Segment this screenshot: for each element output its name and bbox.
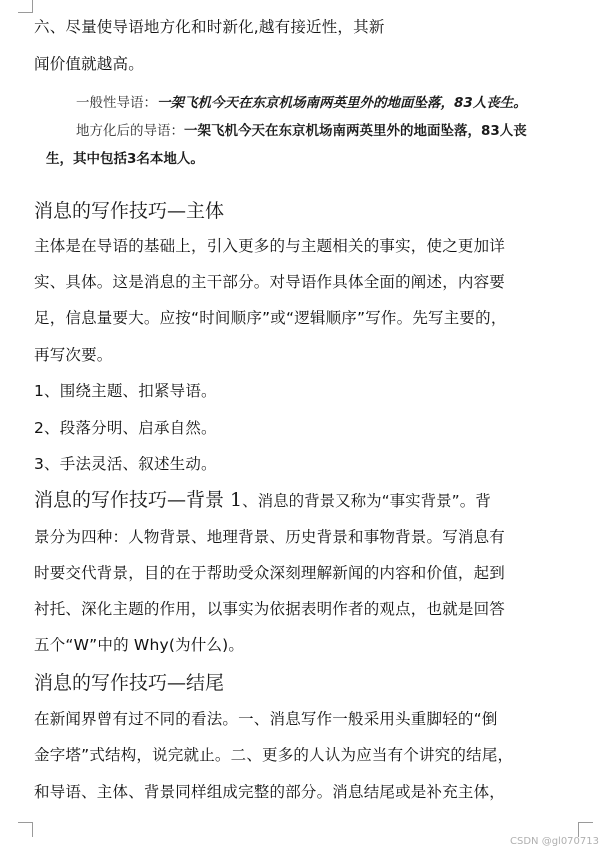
body-paragraph-line: 再写次要。 xyxy=(34,346,113,364)
ending-paragraph-line: 金字塔”式结构，说完就止。二、更多的人认为应当有个讲究的结尾， xyxy=(34,746,514,764)
background-section-heading: 消息的写作技巧—背景 1 xyxy=(34,489,243,511)
local-lead-text-line2: 生，其中包括3名本地人。 xyxy=(46,151,204,167)
page-corner-mark-bottom-right xyxy=(578,822,593,837)
body-list-item: 1、围绕主题、扣紧导语。 xyxy=(34,382,217,400)
general-lead-text: 一架飞机今天在东京机场南两英里外的地面坠落，83人丧生。 xyxy=(157,95,527,111)
background-paragraph-line: 时要交代背景，目的在于帮助受众深刻理解新闻的内容和价值，起到 xyxy=(34,564,506,582)
ending-paragraph-line: 在新闻界曾有过不同的看法。一、消息写作一般采用头重脚轻的“倒 xyxy=(34,710,498,728)
background-paragraph-line: 五个“W”中的 Why(为什么)。 xyxy=(34,636,245,654)
background-heading-tail: 、消息的背景又称为“事实背景”。背 xyxy=(242,492,491,510)
general-lead-example xyxy=(76,94,527,112)
body-list-item: 3、手法灵活、叙述生动。 xyxy=(34,455,217,473)
general-lead-label: 一般性导语： xyxy=(76,95,157,111)
ending-paragraph-line: 和导语、主体、背景同样组成完整的部分。消息结尾或是补充主体， xyxy=(34,783,506,801)
body-section-heading: 消息的写作技巧—主体 xyxy=(34,200,225,222)
page-corner-mark-top-left xyxy=(18,0,33,13)
background-section-heading-row xyxy=(34,488,491,513)
local-lead-label: 地方化后的导语： xyxy=(76,123,184,139)
local-lead-example xyxy=(76,122,527,140)
local-lead-continuation xyxy=(46,150,204,168)
body-paragraph-line: 实、具体。这是消息的主干部分。对导语作具体全面的阐述，内容要 xyxy=(34,273,506,291)
source-watermark: CSDN @gl070713 xyxy=(510,836,599,847)
page-corner-mark-bottom-left xyxy=(18,822,33,837)
ending-section-heading: 消息的写作技巧—结尾 xyxy=(34,672,225,694)
body-list-item: 2、段落分明、启承自然。 xyxy=(34,419,217,437)
local-lead-text-line1: 一架飞机今天在东京机场南两英里外的地面坠落，83人丧 xyxy=(184,123,527,139)
body-paragraph-line: 足，信息量要大。应按“时间顺序”或“逻辑顺序”写作。先写主要的， xyxy=(34,309,507,327)
background-paragraph-line: 景分为四种：人物背景、地理背景、历史背景和事物背景。写消息有 xyxy=(34,528,506,546)
body-paragraph-line: 主体是在导语的基础上，引入更多的与主题相关的事实，使之更加详 xyxy=(34,237,506,255)
section6-line-1: 六、尽量使导语地方化和时新化,越有接近性，其新 xyxy=(34,18,385,36)
background-paragraph-line: 衬托、深化主题的作用，以事实为依据表明作者的观点，也就是回答 xyxy=(34,600,506,618)
section6-line-2: 闻价值就越高。 xyxy=(34,55,144,73)
